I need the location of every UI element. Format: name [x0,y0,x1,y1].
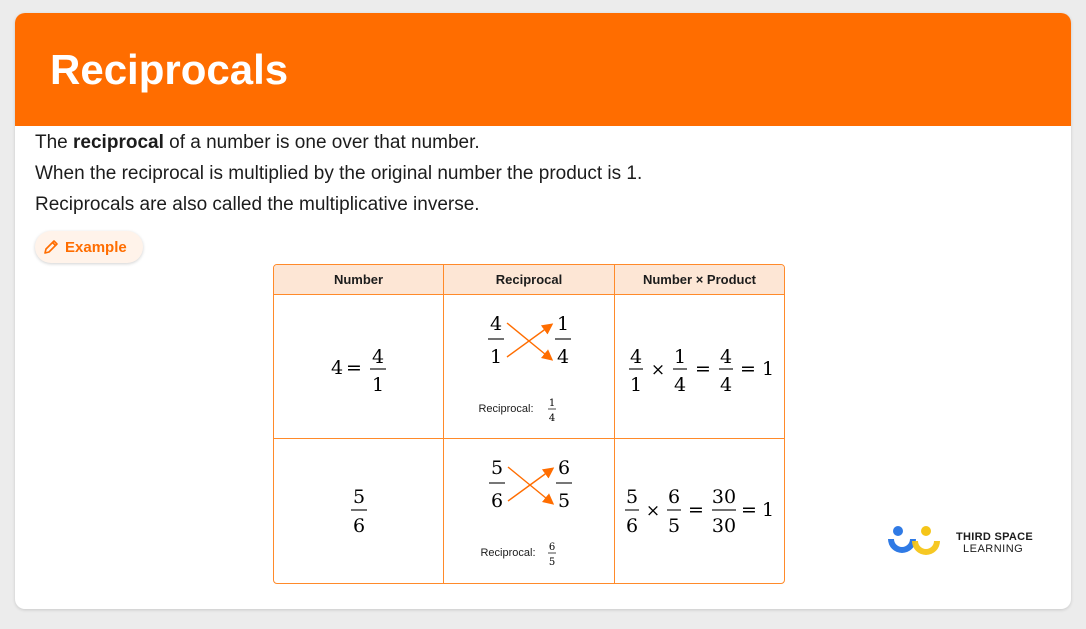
row2-number-denominator: 6 [352,515,366,537]
row1-number-numerator: 4 [371,346,385,368]
row2-small-denominator: 5 [548,557,556,568]
pencil-icon [43,239,59,255]
page-title: Reciprocals [50,45,289,93]
row2-p2-numerator: 6 [667,486,681,508]
header-reciprocal: Reciprocal [444,265,614,295]
row1-p2-numerator: 1 [673,346,687,368]
row1-p3-numerator: 4 [719,346,733,368]
row1-original-numerator: 4 [489,313,503,335]
row2-p1-numerator: 5 [625,486,639,508]
row2-reciprocal-denominator: 5 [557,490,571,512]
row2-result: 1 [761,499,775,521]
row2-reciprocal-cell [444,439,614,583]
logo-line-2: LEARNING [963,543,1024,555]
logo-line-1: THIRD SPACE [956,531,1034,543]
row2-number-numerator: 5 [352,486,366,508]
row1-product-cell [615,295,784,438]
row2-original-numerator: 5 [490,457,504,479]
example-label: Example [65,238,127,256]
row1-number-denominator: 1 [371,374,385,396]
row2-p3-denominator: 30 [711,515,737,537]
header-product: Number × Product [615,265,784,295]
row1-number-lhs: 4 [330,357,344,379]
times-sign: × [650,360,666,380]
row1-reciprocal-numerator: 1 [556,313,570,335]
row1-equals: = [346,357,362,379]
row1-reciprocal-cell [444,295,614,438]
row1-p1-numerator: 4 [629,346,643,368]
equals-sign: = [740,358,756,380]
equals-sign: = [688,499,704,521]
row1-reciprocal-label: Reciprocal: [478,403,534,415]
row1-small-denominator: 4 [548,413,556,424]
row1-p1-denominator: 1 [629,374,643,396]
reciprocal-table [273,264,785,584]
intro-text [35,127,642,220]
row1-original-denominator: 1 [489,346,503,368]
swap-arrow [507,325,551,357]
row1-reciprocal-denominator: 4 [556,346,570,368]
swap-arrow [508,469,552,501]
row2-small-numerator: 6 [548,542,556,553]
row2-reciprocal-numerator: 6 [557,457,571,479]
title-banner [15,13,1071,126]
row2-p1-denominator: 6 [625,515,639,537]
third-space-learning-logo [888,525,1033,561]
times-sign: × [645,501,661,521]
example-button[interactable] [35,231,143,263]
row2-product-cell [615,439,784,583]
logo-mark-icon [888,525,948,561]
intro-line-3: Reciprocals are also called the multiplicative inverse. [35,194,480,215]
intro-line-1-pre: The [35,132,74,153]
row2-reciprocal-label: Reciprocal: [480,547,536,559]
row2-number-cell [274,439,443,583]
row1-p2-denominator: 4 [673,374,687,396]
intro-keyword: reciprocal [73,132,164,153]
row2-p2-denominator: 5 [667,515,681,537]
intro-line-1-post: of a number is one over that number. [163,132,480,153]
equals-sign: = [741,499,757,521]
logo-text [956,531,1033,555]
row1-small-numerator: 1 [548,398,556,409]
row2-p3-numerator: 30 [711,486,737,508]
intro-line-1 [35,127,642,158]
row1-number-cell [274,295,443,438]
row2-original-denominator: 6 [490,490,504,512]
equals-sign: = [695,358,711,380]
intro-line-2: When the reciprocal is multiplied by the original number the product is 1. [35,163,643,184]
header-number: Number [274,265,443,295]
row1-p3-denominator: 4 [719,374,733,396]
row1-result: 1 [761,358,775,380]
